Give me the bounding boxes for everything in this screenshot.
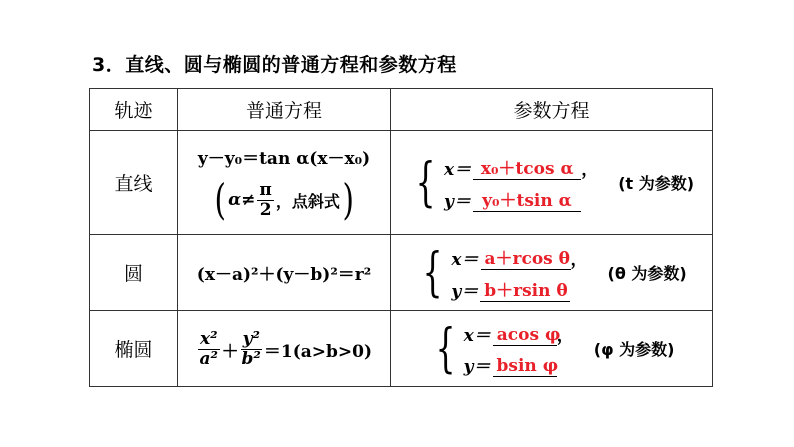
row-label: 圆 [90, 235, 178, 311]
fraction-numerator: π [259, 179, 272, 200]
left-paren: ( [214, 175, 226, 224]
param-y-prefix: y＝ [444, 191, 471, 212]
parametric-equation-cell [391, 131, 713, 235]
condition-group [212, 175, 357, 224]
param-y-answer: y₀＋tsin α [473, 186, 581, 212]
plus-sign: ＋ [221, 341, 239, 362]
parametric-equation-cell [391, 235, 713, 311]
header-trajectory: 轨迹 [90, 89, 178, 131]
fraction-denominator: b² [241, 348, 261, 369]
condition-tail: ，点斜式 [275, 191, 340, 211]
param-x-prefix: x＝ [451, 249, 479, 270]
equations-table [89, 88, 713, 387]
param-x-answer: x₀＋tcos α [473, 154, 581, 180]
header-general-equation: 普通方程 [178, 89, 391, 131]
equation-system [409, 154, 694, 212]
left-brace-icon: { [415, 152, 436, 213]
param-x-suffix: ， [556, 325, 574, 346]
fraction-numerator: y² [242, 328, 260, 349]
fraction-x2-a2 [198, 330, 220, 368]
param-y-prefix: y＝ [451, 281, 479, 302]
table-row-ellipse [90, 311, 713, 387]
header-parametric-equation: 参数方程 [391, 89, 713, 131]
equation-tail: ＝1(a>b>0) [263, 341, 373, 362]
general-equation [196, 330, 372, 368]
param-x-answer: a＋rcos θ [481, 244, 571, 270]
fraction-pi-over-2 [257, 181, 273, 219]
table-header-row [90, 89, 713, 131]
param-x-prefix: x＝ [463, 325, 491, 346]
section-title: 3．直线、圆与椭圆的普通方程和参数方程 [92, 54, 457, 76]
param-y-answer: b＋rsin θ [480, 276, 570, 302]
equation-system [416, 244, 686, 302]
table-row-line [90, 131, 713, 235]
general-equation-cell [178, 131, 391, 235]
right-paren: ) [342, 175, 354, 224]
param-y-prefix: y＝ [463, 356, 491, 377]
param-x-prefix: x＝ [444, 159, 472, 180]
param-y-answer: bsin φ [493, 356, 557, 377]
parametric-equation-cell [391, 311, 713, 387]
fraction-denominator: a² [199, 348, 218, 369]
equation-system [429, 318, 675, 379]
fraction-numerator: x² [199, 328, 218, 349]
general-equation: (x－a)²＋(y－b)²＝r² [196, 265, 372, 285]
left-brace-icon: { [435, 318, 455, 379]
param-x-suffix: ， [570, 249, 588, 270]
parameter-tag: (φ 为参数) [593, 340, 675, 359]
parameter-tag: (t 为参数) [618, 174, 695, 193]
row-label: 椭圆 [90, 311, 178, 387]
fraction-denominator: 2 [259, 199, 272, 220]
table-row-circle [90, 235, 713, 311]
general-equation: y－y₀＝tan α(x－x₀) [197, 149, 371, 169]
fraction-y2-b2 [241, 330, 262, 368]
param-x-suffix: ， [581, 159, 599, 180]
param-x-answer: acos φ [493, 325, 557, 346]
row-label: 直线 [90, 131, 178, 235]
general-equation-cell [178, 235, 391, 311]
condition-alpha: α≠ [228, 190, 256, 210]
general-equation-cell [178, 311, 391, 387]
left-brace-icon: { [422, 242, 443, 303]
parameter-tag: (θ 为参数) [607, 264, 687, 283]
